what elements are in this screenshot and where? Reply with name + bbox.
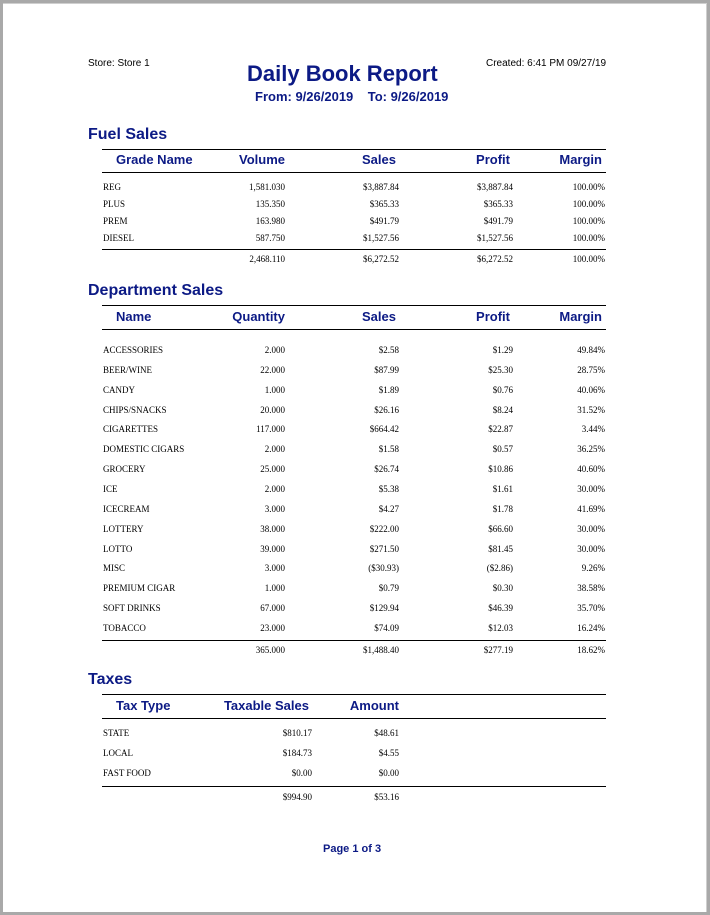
dept-margin-cell: 16.24% <box>577 623 605 633</box>
fuel-volume-cell: 1,581.030 <box>249 182 285 192</box>
tax-col-taxable-sales: Taxable Sales <box>223 698 309 713</box>
department-sales-title: Department Sales <box>88 282 224 299</box>
dept-name-cell: SOFT DRINKS <box>103 603 161 613</box>
tax-col-amount: Amount <box>349 698 399 713</box>
dept-quantity-cell: 3.000 <box>264 563 285 573</box>
dept-sales-cell: $2.58 <box>378 345 399 355</box>
tax-taxable-cell: $810.17 <box>282 728 312 738</box>
dept-quantity-cell: 38.000 <box>260 524 285 534</box>
taxes-title: Taxes <box>88 671 133 688</box>
tax-header-bottom-rule <box>102 718 606 719</box>
dept-margin-cell: 36.25% <box>577 444 605 454</box>
dept-margin-cell: 28.75% <box>577 365 605 375</box>
dept-quantity-cell: 2.000 <box>264 345 285 355</box>
dept-margin-cell: 30.00% <box>577 544 605 554</box>
dept-total-profit: $277.19 <box>483 645 513 655</box>
dept-profit-cell: $0.30 <box>492 583 513 593</box>
tax-type-cell: STATE <box>103 728 130 738</box>
dept-margin-cell: 38.58% <box>577 583 605 593</box>
dept-name-cell: LOTTO <box>103 544 133 554</box>
fuel-totals-rule <box>102 249 606 250</box>
dept-profit-cell: $1.29 <box>492 345 513 355</box>
fuel-col-volume: Volume <box>239 152 285 167</box>
dept-name-cell: ICECREAM <box>103 504 150 514</box>
fuel-col-margin: Margin <box>559 152 602 167</box>
dept-total-margin: 18.62% <box>577 645 605 655</box>
dept-total-quantity: 365.000 <box>255 645 285 655</box>
dept-quantity-cell: 22.000 <box>260 365 285 375</box>
dept-name-cell: PREMIUM CIGAR <box>103 583 176 593</box>
dept-quantity-cell: 2.000 <box>264 444 285 454</box>
tax-amount-cell: $4.55 <box>378 748 399 758</box>
dept-name-cell: DOMESTIC CIGARS <box>103 444 185 454</box>
dept-quantity-cell: 67.000 <box>260 603 285 613</box>
dept-margin-cell: 3.44% <box>581 424 605 434</box>
dept-col-sales: Sales <box>362 309 396 324</box>
fuel-grade-cell: REG <box>103 182 121 192</box>
page-indicator: Page 1 of 3 <box>323 843 382 855</box>
dept-name-cell: TOBACCO <box>103 623 146 633</box>
dept-profit-cell: $8.24 <box>492 405 513 415</box>
dept-profit-cell: $81.45 <box>488 544 513 554</box>
dept-name-cell: MISC <box>103 563 126 573</box>
fuel-sales-cell: $365.33 <box>369 199 399 209</box>
tax-total-amount: $53.16 <box>374 792 399 802</box>
fuel-margin-cell: 100.00% <box>572 233 605 243</box>
dept-sales-cell: $5.38 <box>378 484 399 494</box>
fuel-col-grade: Grade Name <box>116 152 193 167</box>
tax-col-type: Tax Type <box>116 698 171 713</box>
tax-type-cell: LOCAL <box>103 748 133 758</box>
dept-quantity-cell: 3.000 <box>264 504 285 514</box>
dept-header-bottom-rule <box>102 329 606 330</box>
fuel-header-bottom-rule <box>102 172 606 173</box>
fuel-header-top-rule <box>102 149 606 150</box>
fuel-grade-cell: PREM <box>103 216 128 226</box>
fuel-total-volume: 2,468.110 <box>249 254 285 264</box>
dept-quantity-cell: 23.000 <box>260 623 285 633</box>
dept-name-cell: LOTTERY <box>103 524 144 534</box>
fuel-volume-cell: 587.750 <box>255 233 285 243</box>
dept-margin-cell: 40.06% <box>577 385 605 395</box>
fuel-sales-cell: $491.79 <box>369 216 399 226</box>
dept-profit-cell: $1.78 <box>492 504 513 514</box>
dept-col-profit: Profit <box>476 309 510 324</box>
fuel-total-sales: $6,272.52 <box>363 254 399 264</box>
dept-name-cell: CANDY <box>103 385 136 395</box>
dept-margin-cell: 35.70% <box>577 603 605 613</box>
dept-profit-cell: $10.86 <box>488 464 513 474</box>
tax-amount-cell: $0.00 <box>378 768 399 778</box>
dept-sales-cell: $129.94 <box>369 603 399 613</box>
dept-col-margin: Margin <box>559 309 602 324</box>
fuel-sales-cell: $3,887.84 <box>363 182 399 192</box>
tax-type-cell: FAST FOOD <box>103 768 151 778</box>
tax-header-top-rule <box>102 694 606 695</box>
created-timestamp: Created: 6:41 PM 09/27/19 <box>486 58 607 69</box>
dept-col-name: Name <box>116 309 152 324</box>
dept-profit-cell: $22.87 <box>488 424 513 434</box>
fuel-sales-title: Fuel Sales <box>88 126 168 143</box>
dept-profit-cell: $66.60 <box>488 524 513 534</box>
dept-total-sales: $1,488.40 <box>363 645 399 655</box>
dept-quantity-cell: 1.000 <box>264 583 285 593</box>
dept-margin-cell: 30.00% <box>577 524 605 534</box>
dept-sales-cell: $26.74 <box>374 464 399 474</box>
fuel-col-sales: Sales <box>362 152 396 167</box>
dept-sales-cell: $222.00 <box>369 524 399 534</box>
dept-margin-cell: 41.69% <box>577 504 605 514</box>
fuel-grade-cell: DIESEL <box>103 233 134 243</box>
dept-quantity-cell: 25.000 <box>260 464 285 474</box>
dept-quantity-cell: 2.000 <box>264 484 285 494</box>
store-label: Store: Store 1 <box>88 58 150 69</box>
fuel-profit-cell: $1,527.56 <box>477 233 513 243</box>
fuel-grade-cell: PLUS <box>103 199 126 209</box>
fuel-col-profit: Profit <box>476 152 510 167</box>
dept-profit-cell: $1.61 <box>492 484 513 494</box>
fuel-total-margin: 100.00% <box>572 254 605 264</box>
fuel-profit-cell: $3,887.84 <box>477 182 513 192</box>
dept-quantity-cell: 1.000 <box>264 385 285 395</box>
report-title: Daily Book Report <box>247 61 438 86</box>
dept-profit-cell: $46.39 <box>488 603 513 613</box>
tax-taxable-cell: $0.00 <box>291 768 312 778</box>
dept-margin-cell: 9.26% <box>581 563 605 573</box>
dept-sales-cell: $1.58 <box>378 444 399 454</box>
dept-sales-cell: $26.16 <box>374 405 399 415</box>
report-page <box>3 3 707 912</box>
dept-margin-cell: 30.00% <box>577 484 605 494</box>
dept-sales-cell: ($30.93) <box>368 563 399 573</box>
dept-sales-cell: $271.50 <box>369 544 399 554</box>
tax-amount-cell: $48.61 <box>374 728 399 738</box>
dept-sales-cell: $664.42 <box>369 424 399 434</box>
date-range: From: 9/26/2019 To: 9/26/2019 <box>255 89 449 104</box>
fuel-total-profit: $6,272.52 <box>477 254 513 264</box>
tax-total-taxable: $994.90 <box>282 792 312 802</box>
dept-quantity-cell: 20.000 <box>260 405 285 415</box>
fuel-margin-cell: 100.00% <box>572 216 605 226</box>
dept-sales-cell: $87.99 <box>374 365 399 375</box>
dept-margin-cell: 40.60% <box>577 464 605 474</box>
tax-taxable-cell: $184.73 <box>282 748 312 758</box>
dept-sales-cell: $74.09 <box>374 623 399 633</box>
dept-profit-cell: $0.76 <box>492 385 513 395</box>
dept-name-cell: BEER/WINE <box>103 365 152 375</box>
dept-sales-cell: $0.79 <box>378 583 399 593</box>
fuel-profit-cell: $365.33 <box>483 199 513 209</box>
tax-totals-rule <box>102 786 606 787</box>
dept-col-quantity: Quantity <box>232 309 285 324</box>
dept-header-top-rule <box>102 305 606 306</box>
fuel-volume-cell: 163.980 <box>255 216 285 226</box>
dept-sales-cell: $4.27 <box>378 504 399 514</box>
dept-quantity-cell: 39.000 <box>260 544 285 554</box>
dept-profit-cell: $12.03 <box>488 623 513 633</box>
dept-margin-cell: 49.84% <box>577 345 605 355</box>
dept-quantity-cell: 117.000 <box>256 424 285 434</box>
dept-name-cell: ICE <box>103 484 118 494</box>
dept-margin-cell: 31.52% <box>577 405 605 415</box>
dept-profit-cell: $25.30 <box>488 365 513 375</box>
dept-profit-cell: $0.57 <box>492 444 513 454</box>
dept-profit-cell: ($2.86) <box>486 563 513 573</box>
dept-name-cell: CIGARETTES <box>103 424 158 434</box>
fuel-volume-cell: 135.350 <box>255 199 285 209</box>
fuel-margin-cell: 100.00% <box>572 199 605 209</box>
dept-name-cell: CHIPS/SNACKS <box>103 405 167 415</box>
fuel-margin-cell: 100.00% <box>572 182 605 192</box>
dept-name-cell: GROCERY <box>103 464 146 474</box>
fuel-sales-cell: $1,527.56 <box>363 233 399 243</box>
fuel-profit-cell: $491.79 <box>483 216 513 226</box>
dept-name-cell: ACCESSORIES <box>103 345 164 355</box>
dept-totals-rule <box>102 640 606 641</box>
dept-sales-cell: $1.89 <box>378 385 399 395</box>
